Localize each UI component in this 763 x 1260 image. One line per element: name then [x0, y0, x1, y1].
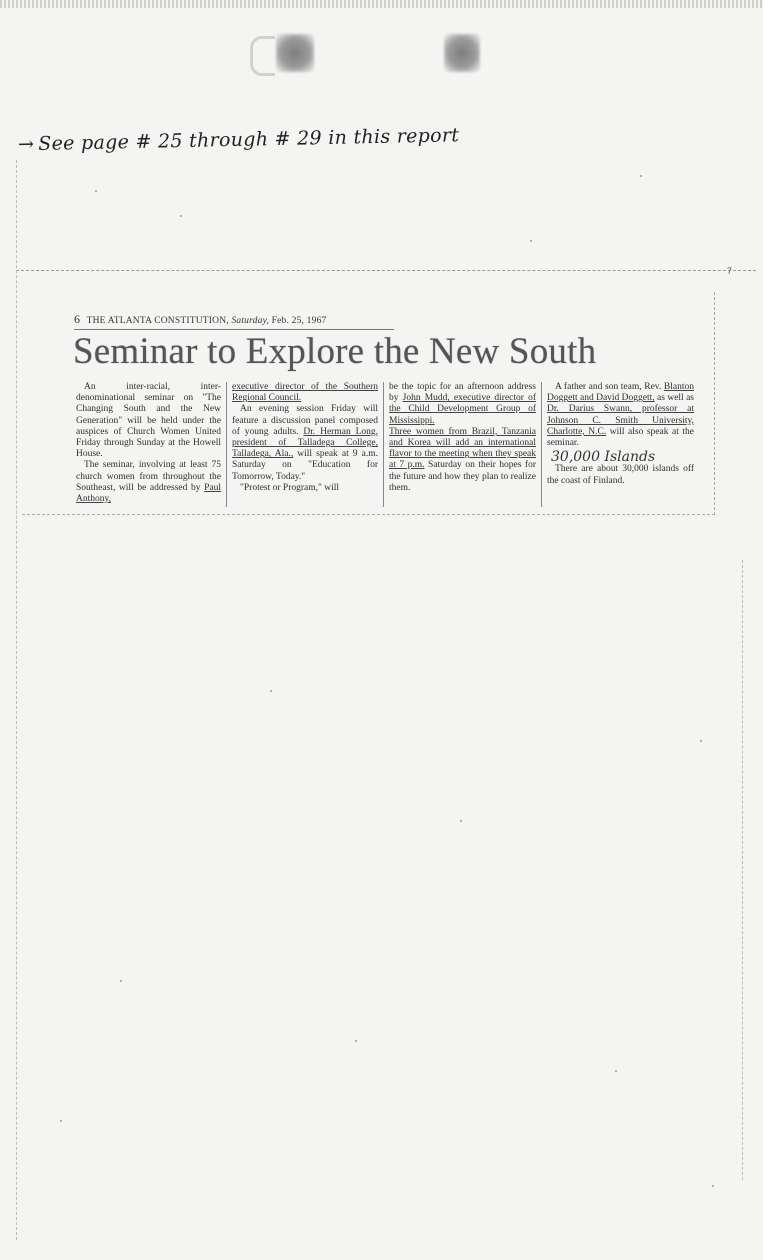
article-column-2	[226, 382, 383, 507]
scan-speck	[460, 820, 462, 822]
paragraph: An inter-racial, inter-denominational seminar on "The Changing South and the New Generation" will be held under the auspices of Church Women United Friday through Sunday at the Howell House.	[76, 382, 221, 460]
clipping-top-edge	[16, 270, 756, 271]
underlined-text: Three women from Brazil, Tanzania and Korea will add an international flavor to the meeting when they speak at 7 p.m.	[389, 426, 536, 471]
article-headline: Seminar to Explore the New South	[73, 331, 597, 372]
underlined-text: John Mudd, executive director of the Child Development Group of Mississippi.	[389, 393, 536, 426]
scan-speck	[712, 1185, 714, 1187]
arrow-icon: →	[17, 133, 35, 156]
scan-speck	[60, 1120, 62, 1122]
handwritten-note-text: See page # 25 through # 29 in this report	[38, 124, 460, 156]
publication-name: THE ATLANTA CONSTITUTION,	[86, 316, 229, 326]
text-run: A father and son team, Rev.	[555, 382, 664, 392]
underlined-text: Blanton Doggett and David Doggett,	[547, 382, 694, 404]
text-run: will also speak at the seminar.	[547, 426, 694, 449]
text-run: as well as	[654, 393, 694, 404]
page-number: 6	[74, 312, 81, 326]
underlined-text: executive director of the Southern Regional Council.	[232, 382, 378, 404]
scan-speck	[640, 175, 642, 177]
paragraph: There are about 30,000 islands off the coast of Finland.	[547, 464, 694, 486]
binder-clip-mark-left	[276, 34, 314, 72]
article-column-3	[383, 382, 541, 507]
scan-artifact-arc	[250, 36, 275, 76]
page-marker: 7	[727, 266, 733, 276]
text-run: An evening session Friday will feature a discussion panel composed of young adults.	[232, 404, 378, 437]
binder-clip-mark-right	[444, 34, 480, 72]
underlined-text: Dr. Darius Swann, professor at Johnson C. Smith University, Charlotte, N.C.	[547, 404, 694, 437]
scan-speck	[270, 690, 272, 692]
scan-speck	[615, 1070, 617, 1072]
article-body	[71, 382, 699, 507]
subheading: 30,000 Islands	[551, 449, 656, 466]
paragraph: "Protest or Program," will	[240, 482, 340, 493]
paragraph	[76, 460, 221, 505]
handwritten-note	[18, 123, 538, 156]
scan-speck	[95, 190, 97, 192]
scan-edge-line	[742, 560, 743, 1180]
underlined-name: Paul Anthony,	[76, 482, 221, 505]
dateline	[74, 312, 394, 330]
scan-speck	[355, 1040, 357, 1042]
article-column-4	[541, 382, 699, 507]
scan-speck	[180, 215, 182, 217]
underlined-text: Dr. Herman Long, president of Talladega College, Talladega, Ala.,	[232, 426, 379, 460]
publication-day: Saturday,	[231, 316, 270, 326]
text-run: will speak at 9 a.m. Saturday on "Education for Tomorrow, Today."	[232, 449, 379, 482]
paragraph	[232, 382, 378, 404]
paragraph	[547, 382, 694, 449]
text-run: be the topic for an afternoon address by	[389, 382, 536, 404]
scan-top-edge	[0, 0, 763, 8]
paragraph	[389, 427, 536, 494]
paragraph	[232, 404, 378, 482]
text-run: Saturday on their hopes for the future and how they plan to realize them.	[389, 460, 537, 493]
article-column-1	[71, 382, 226, 507]
publication-date: Feb. 25, 1967	[271, 316, 327, 326]
scan-speck	[120, 980, 122, 982]
text-run: The seminar, involving at least 75 church women from throughout the Southeast, will be addressed by	[76, 460, 221, 493]
paragraph	[389, 382, 536, 427]
scan-speck	[530, 240, 532, 242]
scan-edge-line	[16, 160, 17, 1240]
scan-speck	[700, 740, 702, 742]
